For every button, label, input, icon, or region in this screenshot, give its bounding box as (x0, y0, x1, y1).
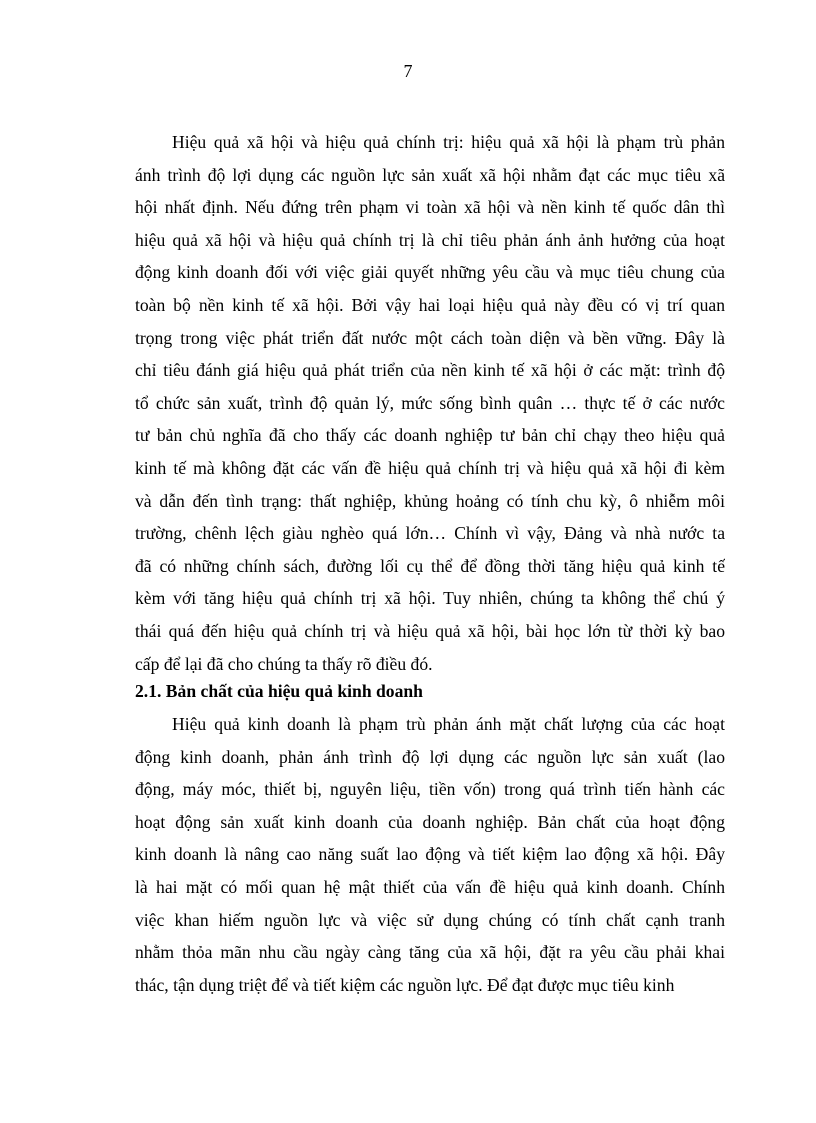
paragraph-line: hội nhất định. Nếu đứng trên phạm vi toàn xã hội và nền kinh tế quốc dân thì (135, 197, 725, 218)
section-heading-block (135, 675, 725, 708)
paragraph-line: chỉ tiêu đánh giá hiệu quả phát triển của nền kinh tế xã hội ở các mặt: trình độ (135, 360, 725, 381)
paragraph-political-social-efficiency (135, 126, 725, 680)
paragraph-line: hoạt động sản xuất kinh doanh của doanh nghiệp. Bản chất của hoạt động (135, 811, 725, 832)
paragraph-line: việc khan hiếm nguồn lực và việc sử dụng chúng có tính chất cạnh tranh (135, 909, 725, 930)
paragraph-line: tổ chức sản xuất, trình độ quản lý, mức sống bình quân … thực tế ở các nước (135, 392, 725, 413)
paragraph-line: cấp để lại đã cho chúng ta thấy rõ điều đó. (135, 653, 433, 674)
paragraph-line: nhằm thỏa mãn nhu cầu ngày càng tăng của xã hội, đặt ra yêu cầu phải khai (135, 942, 725, 963)
paragraph-line: đã có những chính sách, đường lối cụ thể để đồng thời tăng hiệu quả kinh tế (135, 555, 725, 576)
section-heading: 2.1. Bản chất của hiệu quả kinh doanh (135, 681, 423, 701)
paragraph-line: động kinh doanh đối với việc giải quyết những yêu cầu và mục tiêu chung của (135, 262, 725, 283)
paragraph-line: Hiệu quả xã hội và hiệu quả chính trị: hiệu quả xã hội là phạm trù phản (172, 132, 725, 152)
paragraph-line: Hiệu quả kinh doanh là phạm trù phản ánh mặt chất lượng của các hoạt (172, 714, 725, 734)
paragraph-line: thái quá đến hiệu quả chính trị và hiệu quả xã hội, bài học lớn từ thời kỳ bao (135, 620, 725, 641)
paragraph-line: kinh tế mà không đặt các vấn đề hiệu quả chính trị và hiệu quả xã hội đi kèm (135, 457, 725, 478)
paragraph-business-efficiency (135, 708, 725, 1001)
page-number: 7 (403, 61, 413, 81)
paragraph-line: động, máy móc, thiết bị, nguyên liệu, tiền vốn) trong quá trình tiến hành các (135, 779, 725, 800)
paragraph-line: kèm với tăng hiệu quả chính trị xã hội. Tuy nhiên, chúng ta không thể chú ý (135, 588, 725, 609)
paragraph-line: tư bản chủ nghĩa đã cho thấy các doanh nghiệp tư bản chỉ chạy theo hiệu quả (135, 425, 725, 446)
paragraph-line: ánh trình độ lợi dụng các nguồn lực sản xuất xã hội nhằm đạt các mục tiêu xã (135, 164, 725, 185)
paragraph-line: là hai mặt có mối quan hệ mật thiết của vấn đề hiệu quả kinh doanh. Chính (135, 876, 725, 897)
paragraph-line: hiệu quả xã hội và hiệu quả chính trị là chỉ tiêu phản ánh ảnh hưởng của hoạt (135, 229, 725, 250)
paragraph-line: thác, tận dụng triệt để và tiết kiệm các nguồn lực. Để đạt được mục tiêu kinh (135, 974, 675, 995)
paragraph-line: trường, chênh lệch giàu nghèo quá lớn… Chính vì vậy, Đảng và nhà nước ta (135, 523, 725, 544)
paragraph-line: và dẫn đến tình trạng: thất nghiệp, khủng hoảng có tính chu kỳ, ô nhiễm môi (135, 490, 725, 511)
paragraph-line: trọng trong việc phát triển đất nước một cách toàn diện và bền vững. Đây là (135, 327, 725, 348)
paragraph-line: toàn bộ nền kinh tế xã hội. Bởi vậy hai loại hiệu quả này đều có vị trí quan (135, 294, 725, 315)
paragraph-line: động kinh doanh, phản ánh trình độ lợi dụng các nguồn lực sản xuất (lao (135, 746, 725, 767)
paragraph-line: kinh doanh là nâng cao năng suất lao động và tiết kiệm lao động xã hội. Đây (135, 844, 725, 865)
